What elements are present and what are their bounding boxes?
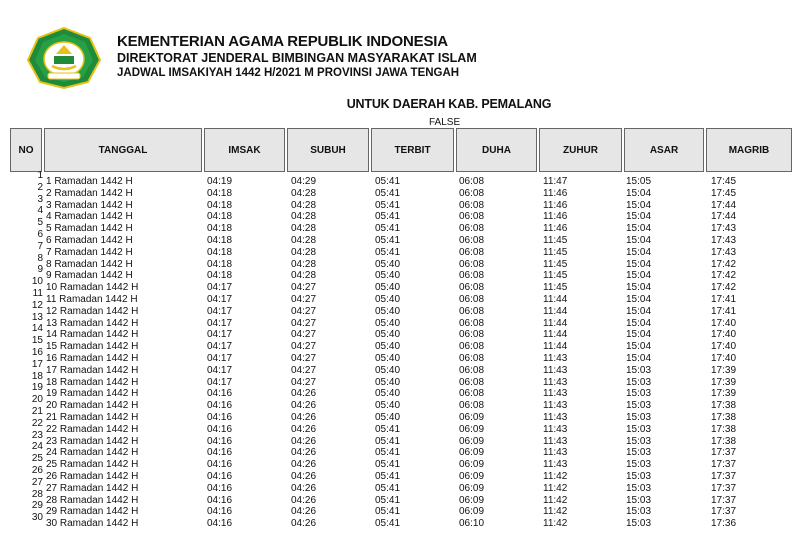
row-terbit: 05:40 <box>375 388 401 400</box>
col-subuh: SUBUH <box>287 128 369 172</box>
row-magrib: 17:42 <box>711 258 737 270</box>
row-duha: 06:08 <box>459 176 485 187</box>
row-asar: 15:03 <box>626 364 652 376</box>
row-magrib: 17:39 <box>711 388 737 400</box>
row-duha: 06:08 <box>459 293 485 305</box>
row-zuhur: 11:46 <box>543 199 568 211</box>
schedule-title: JADWAL IMSAKIYAH 1442 H/2021 M PROVINSI JAWA TENGAH <box>117 67 460 79</box>
row-zuhur: 11:43 <box>543 352 568 364</box>
row-zuhur: 11:45 <box>543 234 568 246</box>
row-subuh: 04:26 <box>291 423 317 435</box>
row-zuhur: 11:42 <box>543 470 568 482</box>
row-terbit: 05:41 <box>375 187 401 199</box>
row-asar: 15:03 <box>626 400 652 412</box>
row-subuh: 04:26 <box>291 400 317 412</box>
row-duha: 06:09 <box>459 506 485 518</box>
row-number: 3 <box>37 193 43 205</box>
row-terbit: 05:40 <box>375 329 401 341</box>
row-zuhur: 11:43 <box>543 400 568 412</box>
row-asar: 15:03 <box>626 376 652 388</box>
row-date: 5 Ramadan 1442 H <box>46 223 133 235</box>
col-zuhur: ZUHUR <box>539 128 622 172</box>
row-terbit: 05:40 <box>375 317 401 329</box>
row-asar: 15:04 <box>626 223 652 235</box>
row-subuh: 04:26 <box>291 388 317 400</box>
row-imsak: 04:16 <box>207 435 233 447</box>
row-terbit: 05:40 <box>375 364 401 376</box>
row-number: 27 <box>31 476 43 488</box>
row-number: 17 <box>31 358 43 370</box>
row-date: 14 Ramadan 1442 H <box>46 329 139 341</box>
row-duha: 06:08 <box>459 258 485 270</box>
row-duha: 06:08 <box>459 270 485 282</box>
row-duha: 06:08 <box>459 352 485 364</box>
row-date: 25 Ramadan 1442 H <box>46 459 139 471</box>
col-imsak: IMSAK <box>204 128 285 172</box>
row-magrib: 17:41 <box>711 305 737 317</box>
row-subuh: 04:26 <box>291 506 317 518</box>
row-subuh: 04:27 <box>291 305 317 317</box>
row-imsak: 04:18 <box>207 199 233 211</box>
row-date: 10 Ramadan 1442 H <box>46 282 139 294</box>
row-subuh: 04:26 <box>291 459 317 471</box>
row-terbit: 05:40 <box>375 341 401 353</box>
row-subuh: 04:26 <box>291 494 317 506</box>
row-date: 17 Ramadan 1442 H <box>46 364 139 376</box>
row-duha: 06:08 <box>459 364 485 376</box>
row-duha: 06:08 <box>459 187 485 199</box>
row-zuhur: 11:42 <box>543 506 568 518</box>
row-number: 30 <box>31 512 43 524</box>
row-subuh: 04:28 <box>291 234 317 246</box>
row-number: 12 <box>31 299 43 311</box>
row-imsak: 04:18 <box>207 270 233 282</box>
row-duha: 06:08 <box>459 329 485 341</box>
row-subuh: 04:27 <box>291 329 317 341</box>
row-number: 20 <box>31 394 43 406</box>
row-date: 6 Ramadan 1442 H <box>46 234 133 246</box>
row-duha: 06:08 <box>459 282 485 294</box>
row-subuh: 04:27 <box>291 352 317 364</box>
row-duha: 06:09 <box>459 482 485 494</box>
row-zuhur: 11:43 <box>543 459 568 471</box>
col-magrib: MAGRIB <box>706 128 792 172</box>
row-asar: 15:04 <box>626 282 652 294</box>
row-terbit: 05:41 <box>375 482 401 494</box>
row-date: 29 Ramadan 1442 H <box>46 506 139 518</box>
row-terbit: 05:41 <box>375 506 401 518</box>
row-asar: 15:04 <box>626 329 652 341</box>
row-duha: 06:08 <box>459 376 485 388</box>
row-date: 24 Ramadan 1442 H <box>46 447 139 459</box>
row-terbit: 05:41 <box>375 199 401 211</box>
row-date: 2 Ramadan 1442 H <box>46 187 133 199</box>
row-number: 22 <box>31 417 43 429</box>
row-zuhur: 11:45 <box>543 270 568 282</box>
row-subuh: 04:26 <box>291 447 317 459</box>
row-number: 6 <box>37 228 43 240</box>
row-imsak: 04:16 <box>207 423 233 435</box>
row-asar: 15:04 <box>626 258 652 270</box>
row-magrib: 17:37 <box>711 470 737 482</box>
row-asar: 15:03 <box>626 482 652 494</box>
row-imsak: 04:17 <box>207 317 233 329</box>
row-magrib: 17:37 <box>711 494 737 506</box>
row-subuh: 04:26 <box>291 435 317 447</box>
row-number: 19 <box>31 382 43 394</box>
row-asar: 15:03 <box>626 506 652 518</box>
row-magrib: 17:42 <box>711 282 737 294</box>
row-terbit: 05:41 <box>375 423 401 435</box>
row-subuh: 04:27 <box>291 364 317 376</box>
row-duha: 06:08 <box>459 211 485 223</box>
row-magrib: 17:43 <box>711 223 737 235</box>
row-magrib: 17:44 <box>711 199 737 211</box>
row-zuhur: 11:43 <box>543 435 568 447</box>
row-date: 15 Ramadan 1442 H <box>46 341 139 353</box>
row-number: 1 <box>37 170 43 181</box>
row-date: 18 Ramadan 1442 H <box>46 376 139 388</box>
row-asar: 15:03 <box>626 494 652 506</box>
row-imsak: 04:17 <box>207 341 233 353</box>
row-number: 26 <box>31 464 43 476</box>
row-zuhur: 11:45 <box>543 258 568 270</box>
row-date: 11 Ramadan 1442 H <box>46 293 138 305</box>
row-asar: 15:04 <box>626 234 652 246</box>
row-terbit: 05:40 <box>375 270 401 282</box>
row-date: 23 Ramadan 1442 H <box>46 435 139 447</box>
row-zuhur: 11:44 <box>543 293 568 305</box>
row-asar: 15:03 <box>626 388 652 400</box>
row-number: 13 <box>31 311 43 323</box>
row-asar: 15:04 <box>626 211 652 223</box>
row-terbit: 05:41 <box>375 176 401 187</box>
row-duha: 06:09 <box>459 411 485 423</box>
row-subuh: 04:28 <box>291 211 317 223</box>
row-asar: 15:04 <box>626 305 652 317</box>
row-zuhur: 11:45 <box>543 282 568 294</box>
row-date: 7 Ramadan 1442 H <box>46 246 133 258</box>
row-imsak: 04:16 <box>207 447 233 459</box>
row-asar: 15:03 <box>626 459 652 471</box>
row-number: 28 <box>31 488 43 500</box>
row-date: 26 Ramadan 1442 H <box>46 470 139 482</box>
row-imsak: 04:16 <box>207 470 233 482</box>
row-imsak: 04:16 <box>207 411 233 423</box>
row-magrib: 17:41 <box>711 293 737 305</box>
row-duha: 06:09 <box>459 447 485 459</box>
row-zuhur: 11:46 <box>543 211 568 223</box>
row-subuh: 04:28 <box>291 187 317 199</box>
row-subuh: 04:26 <box>291 518 317 530</box>
document-header <box>117 33 477 81</box>
row-zuhur: 11:43 <box>543 388 568 400</box>
row-date: 30 Ramadan 1442 H <box>46 518 139 530</box>
row-magrib: 17:38 <box>711 435 737 447</box>
row-zuhur: 11:42 <box>543 482 568 494</box>
table-header <box>10 128 792 172</box>
row-subuh: 04:27 <box>291 341 317 353</box>
row-zuhur: 11:42 <box>543 494 568 506</box>
row-date: 22 Ramadan 1442 H <box>46 423 139 435</box>
row-zuhur: 11:42 <box>543 518 568 530</box>
row-imsak: 04:18 <box>207 211 233 223</box>
col-tanggal: TANGGAL <box>44 128 202 172</box>
row-terbit: 05:40 <box>375 400 401 412</box>
row-asar: 15:03 <box>626 423 652 435</box>
row-magrib: 17:40 <box>711 329 737 341</box>
row-zuhur: 11:43 <box>543 411 568 423</box>
row-date: 16 Ramadan 1442 H <box>46 352 139 364</box>
col-duha: DUHA <box>456 128 537 172</box>
row-number: 24 <box>31 441 43 453</box>
row-magrib: 17:39 <box>711 364 737 376</box>
row-terbit: 05:40 <box>375 305 401 317</box>
row-duha: 06:08 <box>459 400 485 412</box>
row-terbit: 05:41 <box>375 470 401 482</box>
row-asar: 15:04 <box>626 341 652 353</box>
row-date: 19 Ramadan 1442 H <box>46 388 139 400</box>
row-zuhur: 11:44 <box>543 305 568 317</box>
row-subuh: 04:26 <box>291 470 317 482</box>
row-imsak: 04:16 <box>207 388 233 400</box>
row-subuh: 04:27 <box>291 376 317 388</box>
row-asar: 15:04 <box>626 352 652 364</box>
row-zuhur: 11:43 <box>543 364 568 376</box>
row-magrib: 17:45 <box>711 187 737 199</box>
row-asar: 15:04 <box>626 187 652 199</box>
row-zuhur: 11:46 <box>543 223 568 235</box>
row-imsak: 04:18 <box>207 234 233 246</box>
row-terbit: 05:41 <box>375 246 401 258</box>
row-terbit: 05:41 <box>375 459 401 471</box>
kemenag-logo <box>26 26 102 90</box>
row-imsak: 04:16 <box>207 459 233 471</box>
row-number: 8 <box>37 252 43 264</box>
row-number: 23 <box>31 429 43 441</box>
row-terbit: 05:40 <box>375 352 401 364</box>
row-terbit: 05:40 <box>375 376 401 388</box>
row-number: 18 <box>31 370 43 382</box>
row-magrib: 17:38 <box>711 400 737 412</box>
row-imsak: 04:16 <box>207 494 233 506</box>
row-zuhur: 11:45 <box>543 246 568 258</box>
row-zuhur: 11:44 <box>543 329 568 341</box>
row-terbit: 05:41 <box>375 234 401 246</box>
row-zuhur: 11:44 <box>543 341 568 353</box>
row-duha: 06:08 <box>459 341 485 353</box>
row-asar: 15:04 <box>626 199 652 211</box>
row-number: 9 <box>37 264 43 276</box>
row-magrib: 17:38 <box>711 411 737 423</box>
row-imsak: 04:17 <box>207 293 233 305</box>
row-subuh: 04:28 <box>291 199 317 211</box>
row-magrib: 17:43 <box>711 234 737 246</box>
row-date: 12 Ramadan 1442 H <box>46 305 139 317</box>
row-subuh: 04:28 <box>291 258 317 270</box>
row-imsak: 04:16 <box>207 482 233 494</box>
row-duha: 06:08 <box>459 246 485 258</box>
row-magrib: 17:40 <box>711 341 737 353</box>
row-terbit: 05:40 <box>375 293 401 305</box>
row-number: 11 <box>32 287 43 299</box>
row-number: 14 <box>31 323 43 335</box>
row-subuh: 04:28 <box>291 223 317 235</box>
row-duha: 06:08 <box>459 223 485 235</box>
directorate-title: DIREKTORAT JENDERAL BIMBINGAN MASYARAKAT ISLAM <box>117 51 477 65</box>
row-terbit: 05:41 <box>375 223 401 235</box>
row-terbit: 05:41 <box>375 435 401 447</box>
row-date: 3 Ramadan 1442 H <box>46 199 133 211</box>
row-imsak: 04:17 <box>207 376 233 388</box>
row-subuh: 04:26 <box>291 411 317 423</box>
row-duha: 06:08 <box>459 199 485 211</box>
row-magrib: 17:43 <box>711 246 737 258</box>
table-row <box>0 170 800 187</box>
row-date: 20 Ramadan 1442 H <box>46 400 139 412</box>
row-duha: 06:09 <box>459 470 485 482</box>
row-duha: 06:10 <box>459 518 485 530</box>
row-asar: 15:04 <box>626 270 652 282</box>
row-terbit: 05:41 <box>375 494 401 506</box>
row-imsak: 04:18 <box>207 246 233 258</box>
row-imsak: 04:18 <box>207 258 233 270</box>
row-number: 4 <box>37 205 43 217</box>
row-zuhur: 11:43 <box>543 447 568 459</box>
row-magrib: 17:37 <box>711 506 737 518</box>
row-date: 27 Ramadan 1442 H <box>46 482 139 494</box>
row-imsak: 04:16 <box>207 400 233 412</box>
row-zuhur: 11:44 <box>543 317 568 329</box>
row-subuh: 04:28 <box>291 246 317 258</box>
row-subuh: 04:28 <box>291 270 317 282</box>
row-magrib: 17:37 <box>711 447 737 459</box>
row-asar: 15:03 <box>626 435 652 447</box>
row-magrib: 17:36 <box>711 518 737 530</box>
row-imsak: 04:17 <box>207 305 233 317</box>
col-terbit: TERBIT <box>371 128 454 172</box>
row-asar: 15:05 <box>626 176 652 187</box>
row-duha: 06:08 <box>459 234 485 246</box>
row-number: 10 <box>31 276 43 288</box>
row-zuhur: 11:46 <box>543 187 568 199</box>
row-duha: 06:08 <box>459 305 485 317</box>
row-date: 1 Ramadan 1442 H <box>46 176 133 187</box>
row-asar: 15:03 <box>626 518 652 530</box>
row-date: 28 Ramadan 1442 H <box>46 494 139 506</box>
col-no: NO <box>10 128 42 172</box>
row-terbit: 05:40 <box>375 411 401 423</box>
row-terbit: 05:40 <box>375 258 401 270</box>
row-asar: 15:03 <box>626 470 652 482</box>
row-terbit: 05:40 <box>375 282 401 294</box>
schedule-table-body <box>0 170 800 530</box>
row-date: 13 Ramadan 1442 H <box>46 317 139 329</box>
row-date: 21 Ramadan 1442 H <box>46 411 139 423</box>
row-imsak: 04:19 <box>207 176 233 187</box>
row-magrib: 17:42 <box>711 270 737 282</box>
row-number: 5 <box>37 217 43 229</box>
row-duha: 06:08 <box>459 317 485 329</box>
row-asar: 15:04 <box>626 317 652 329</box>
row-asar: 15:03 <box>626 447 652 459</box>
row-imsak: 04:16 <box>207 518 233 530</box>
row-terbit: 05:41 <box>375 447 401 459</box>
row-duha: 06:08 <box>459 388 485 400</box>
row-magrib: 17:37 <box>711 459 737 471</box>
row-imsak: 04:18 <box>207 187 233 199</box>
row-duha: 06:09 <box>459 435 485 447</box>
row-number: 16 <box>31 346 43 358</box>
row-terbit: 05:41 <box>375 518 401 530</box>
row-magrib: 17:45 <box>711 176 737 187</box>
row-subuh: 04:26 <box>291 482 317 494</box>
row-magrib: 17:44 <box>711 211 737 223</box>
row-number: 7 <box>37 240 43 252</box>
row-imsak: 04:17 <box>207 364 233 376</box>
row-date: 9 Ramadan 1442 H <box>46 270 133 282</box>
row-number: 25 <box>31 453 43 465</box>
row-asar: 15:04 <box>626 293 652 305</box>
ministry-title: KEMENTERIAN AGAMA REPUBLIK INDONESIA <box>117 33 448 50</box>
row-asar: 15:03 <box>626 411 652 423</box>
row-magrib: 17:40 <box>711 317 737 329</box>
row-number: 15 <box>31 335 43 347</box>
row-date: 8 Ramadan 1442 H <box>46 258 133 270</box>
row-number: 21 <box>31 405 43 417</box>
row-subuh: 04:29 <box>291 176 317 187</box>
row-imsak: 04:17 <box>207 352 233 364</box>
row-magrib: 17:40 <box>711 352 737 364</box>
row-imsak: 04:17 <box>207 329 233 341</box>
region-title: UNTUK DAERAH KAB. PEMALANG <box>346 97 552 111</box>
row-asar: 15:04 <box>626 246 652 258</box>
row-duha: 06:09 <box>459 459 485 471</box>
row-number: 2 <box>37 181 43 193</box>
false-label: FALSE <box>429 117 461 128</box>
row-zuhur: 11:43 <box>543 423 568 435</box>
col-asar: ASAR <box>624 128 704 172</box>
row-magrib: 17:37 <box>711 482 737 494</box>
row-magrib: 17:38 <box>711 423 737 435</box>
row-duha: 06:09 <box>459 494 485 506</box>
row-terbit: 05:41 <box>375 211 401 223</box>
row-subuh: 04:27 <box>291 317 317 329</box>
row-zuhur: 11:43 <box>543 376 568 388</box>
row-magrib: 17:39 <box>711 376 737 388</box>
row-duha: 06:09 <box>459 423 485 435</box>
row-imsak: 04:18 <box>207 223 233 235</box>
row-date: 4 Ramadan 1442 H <box>46 211 133 223</box>
row-zuhur: 11:47 <box>543 176 568 187</box>
row-subuh: 04:27 <box>291 282 317 294</box>
row-number: 29 <box>31 500 43 512</box>
row-imsak: 04:16 <box>207 506 233 518</box>
row-imsak: 04:17 <box>207 282 233 294</box>
row-subuh: 04:27 <box>291 293 317 305</box>
